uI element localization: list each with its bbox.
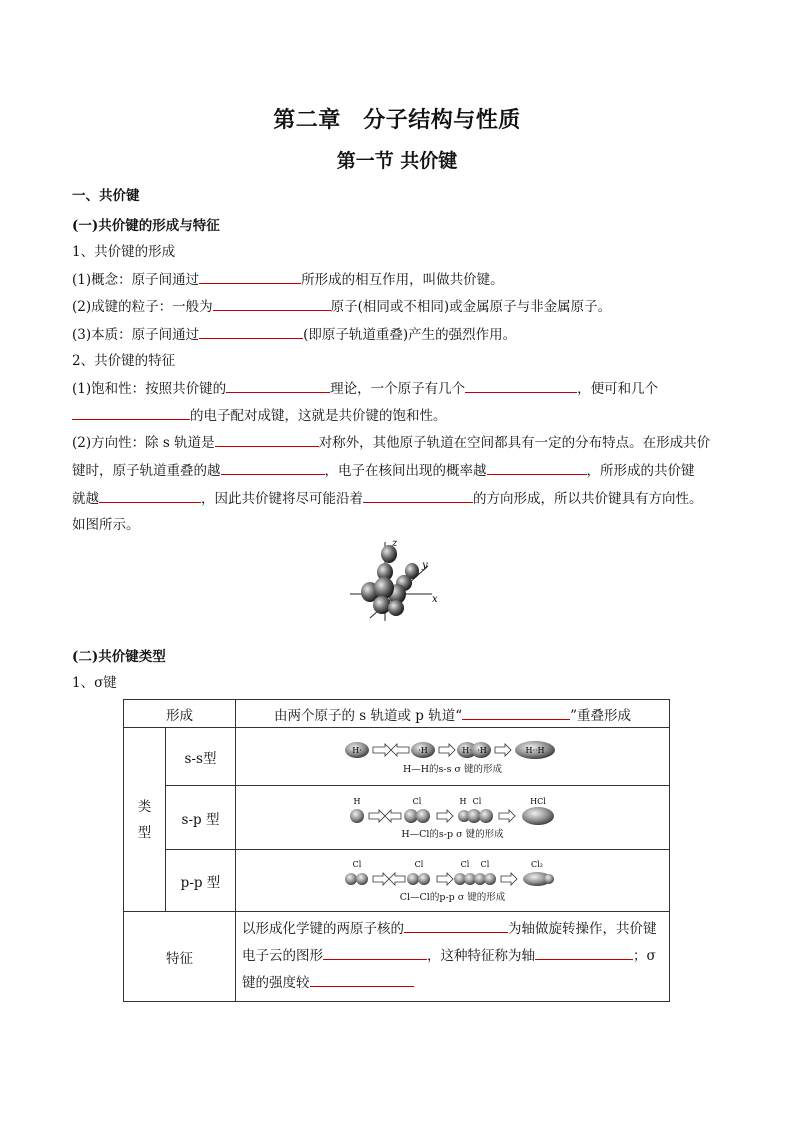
sp-caption: H—Cl的s-p σ 键的形成 xyxy=(401,828,504,840)
blank[interactable] xyxy=(213,297,331,311)
blank[interactable] xyxy=(199,270,301,284)
ss-diagram xyxy=(343,739,563,761)
formation-label: 形成 xyxy=(124,700,236,728)
blank[interactable] xyxy=(72,406,190,420)
ss-caption: H—H的s-s σ 键的形成 xyxy=(402,763,503,775)
pp-caption: Cl—Cl的p-p σ 键的形成 xyxy=(399,891,506,903)
blank[interactable] xyxy=(487,461,587,475)
line-essence: (3)本质：原子间通过 (即原子轨道重叠)产生的强烈作用。 xyxy=(72,327,517,343)
arrow-left-icon xyxy=(385,810,401,822)
arrow-left-icon xyxy=(391,744,409,756)
blank[interactable] xyxy=(99,489,201,503)
blank[interactable] xyxy=(226,379,330,393)
section-title: 第一节 共价键 xyxy=(336,150,458,172)
atom-label: ·H xyxy=(476,745,487,755)
atom-label: Cl xyxy=(412,796,421,806)
heading-bond-types: (二)共价键类型 xyxy=(72,649,166,665)
blank[interactable] xyxy=(310,973,414,987)
axis-x-label: x xyxy=(432,594,438,605)
axis-y-label: y xyxy=(422,560,428,571)
pp-diagram-cell xyxy=(236,850,670,912)
atom-label: Cl₂ xyxy=(530,859,543,869)
atom-label: Cl xyxy=(460,859,469,869)
arrow-right-icon xyxy=(499,810,515,822)
sigma-bond-table xyxy=(123,699,670,1002)
line-saturation-1: (1)饱和性：按照共价键的 理论，一个原子有几个 ，便可和几个 xyxy=(72,381,659,397)
table-row xyxy=(124,700,670,728)
blank[interactable] xyxy=(199,325,303,339)
atom-label: H xyxy=(459,796,466,806)
blank[interactable] xyxy=(215,433,319,447)
line-direction-3: 就越 ，因此共价键将尽可能沿着 的方向形成，所以共价键具有方向性。 xyxy=(72,491,703,507)
line-particles: (2)成键的粒子：一般为 原子(相同或不相同)或金属原子与非金属原子。 xyxy=(72,299,612,315)
sp-diagram-cell xyxy=(236,786,670,850)
heading-covalent-bond: 一、共价键 xyxy=(72,188,140,204)
atom-label: ·H xyxy=(417,745,428,755)
line-direction-1: (2)方向性：除 s 轨道是 对称外，其他原子轨道在空间都具有一定的分布特点。在形成共价 xyxy=(72,435,711,451)
atom-label: H· xyxy=(351,745,362,755)
formation-cell: 由两个原子的 s 轨道或 p 轨道“ ”重叠形成 xyxy=(236,700,670,728)
blank[interactable] xyxy=(221,461,325,475)
sp-label: s-p 型 xyxy=(166,786,236,850)
subheading-formation: 1、共价键的形成 xyxy=(72,244,176,260)
pp-diagram xyxy=(343,859,563,889)
table-row xyxy=(124,728,670,786)
line-saturation-2: 的电子配对成键，这就是共价键的饱和性。 xyxy=(72,406,447,425)
arrow-right-icon xyxy=(439,744,455,756)
atom-label: H· xyxy=(461,745,472,755)
blank[interactable] xyxy=(465,379,577,393)
atom-label: Cl xyxy=(414,859,423,869)
table-row xyxy=(124,850,670,912)
chapter-title: 第二章 分子结构与性质 xyxy=(273,107,521,133)
feature-cell: 以形成化学键的两原子核的 为轴做旋转操作，共价键 电子云的图形 ，这种特征称为轴 ；σ 键的强度较 xyxy=(236,912,670,1002)
subheading-sigma: 1、σ键 xyxy=(72,675,117,691)
type-label: 类型 xyxy=(124,728,166,912)
blank[interactable] xyxy=(462,706,570,720)
atom-label: Cl xyxy=(480,859,489,869)
sp-diagram xyxy=(343,796,563,826)
atom-label: Cl xyxy=(352,859,361,869)
arrow-right-icon xyxy=(373,744,391,756)
ss-label: s-s型 xyxy=(166,728,236,786)
blank[interactable] xyxy=(363,489,473,503)
blank[interactable] xyxy=(535,946,633,960)
arrow-right-icon xyxy=(495,744,511,756)
axis-z-label: z xyxy=(392,538,398,549)
feature-label: 特征 xyxy=(124,912,236,1002)
arrow-right-icon xyxy=(437,873,453,885)
subheading-features: 2、共价键的特征 xyxy=(72,353,176,369)
table-row xyxy=(124,912,670,1002)
ss-diagram-cell xyxy=(236,728,670,786)
blank[interactable] xyxy=(404,919,508,933)
blank[interactable] xyxy=(323,946,427,960)
p-orbital-diagram xyxy=(340,536,450,626)
line-direction-2: 键时，原子轨道重叠的越 ，电子在核间出现的概率越 ，所形成的共价键 xyxy=(72,463,695,479)
table-row xyxy=(124,786,670,850)
arrow-right-icon xyxy=(437,810,453,822)
atom-label: Cl xyxy=(472,796,481,806)
arrow-right-icon xyxy=(501,873,517,885)
arrow-right-icon xyxy=(373,873,389,885)
arrow-right-icon xyxy=(369,810,385,822)
pp-label: p-p 型 xyxy=(166,850,236,912)
atom-label: HCl xyxy=(529,796,546,806)
arrow-left-icon xyxy=(389,873,405,885)
line-direction-4: 如图所示。 xyxy=(72,517,140,533)
atom-label: H xyxy=(353,796,360,806)
line-concept: (1)概念：原子间通过 所形成的相互作用，叫做共价键。 xyxy=(72,272,504,288)
atom-label: H··H xyxy=(524,745,545,755)
heading-formation-features: (一)共价键的形成与特征 xyxy=(72,218,220,234)
